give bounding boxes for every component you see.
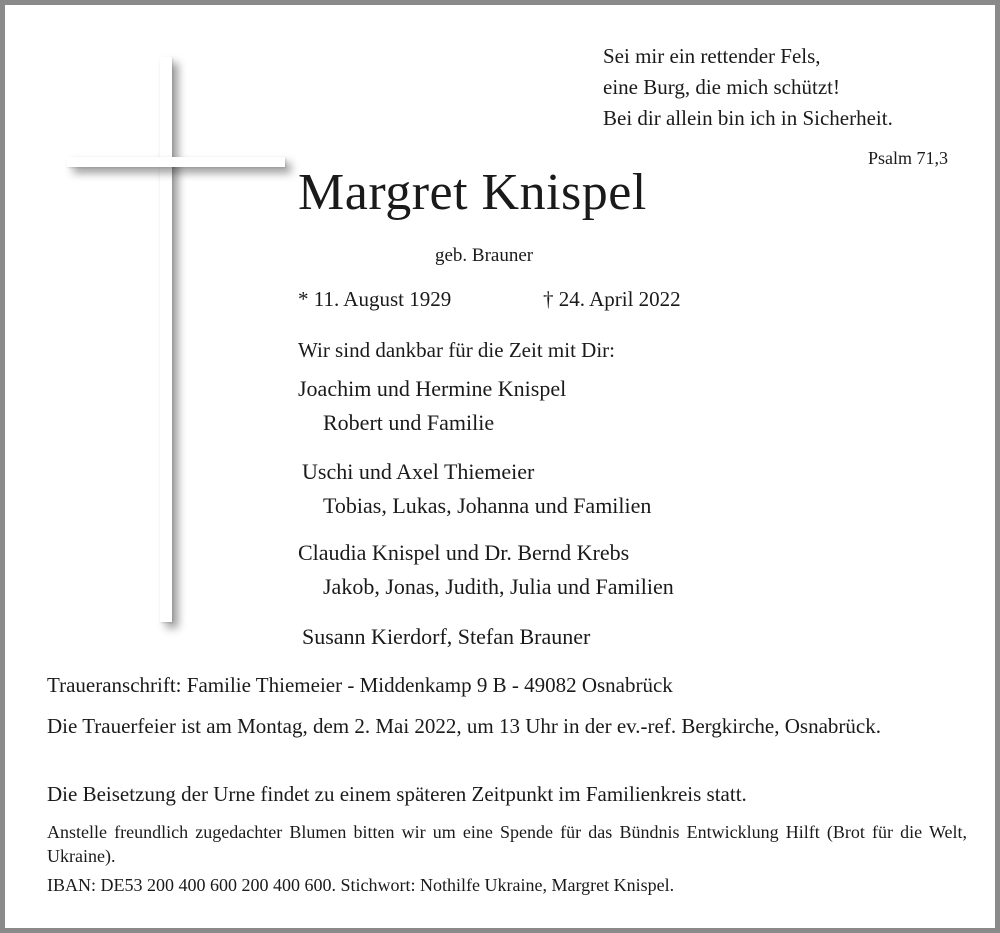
psalm-quote: [603, 41, 893, 134]
quote-source: Psalm 71,3: [867, 148, 948, 168]
family-line: Claudia Knispel und Dr. Bernd Krebs: [298, 540, 630, 565]
deceased-name: Margret Knispel: [298, 164, 647, 221]
death-date: † 24. April 2022: [543, 287, 681, 311]
urn-notice: Die Beisetzung der Urne findet zu einem späteren Zeitpunkt im Familienkreis statt.: [47, 782, 747, 806]
quote-line: Bei dir allein bin ich in Sicherheit.: [603, 106, 893, 130]
quote-line: Sei mir ein rettender Fels,: [603, 44, 821, 68]
family-line: Joachim und Hermine Knispel: [298, 376, 567, 401]
birth-name: geb. Brauner: [435, 245, 534, 266]
thanks-line: Wir sind dankbar für die Zeit mit Dir:: [298, 338, 615, 362]
family-line: Uschi und Axel Thiemeier: [302, 459, 535, 484]
quote-line: eine Burg, die mich schützt!: [603, 75, 840, 99]
family-line: Tobias, Lukas, Johanna und Familien: [323, 493, 652, 518]
family-line: Robert und Familie: [323, 410, 495, 435]
cross-vertical-beam: [160, 57, 172, 622]
family-line: Jakob, Jonas, Judith, Julia und Familien: [323, 574, 674, 599]
funeral-notice: Die Trauerfeier ist am Montag, dem 2. Mai 2022, um 13 Uhr in der ev.-ref. Bergkirche, Osnabrück.: [47, 714, 881, 738]
donation-notice: Anstelle freundlich zugedachter Blumen bitten wir um eine Spende für das Bündnis Entwicklung Hilft (Brot für die Welt, Ukraine).: [47, 822, 967, 866]
mourning-address: Traueranschrift: Familie Thiemeier - Middenkamp 9 B - 49082 Osnabrück: [47, 673, 673, 697]
cross-horizontal-beam: [67, 157, 285, 167]
iban-line: IBAN: DE53 200 400 600 200 400 600. Stichwort: Nothilfe Ukraine, Margret Knispel.: [47, 875, 675, 895]
family-line: Susann Kierdorf, Stefan Brauner: [302, 624, 591, 649]
birth-date: * 11. August 1929: [298, 287, 452, 311]
